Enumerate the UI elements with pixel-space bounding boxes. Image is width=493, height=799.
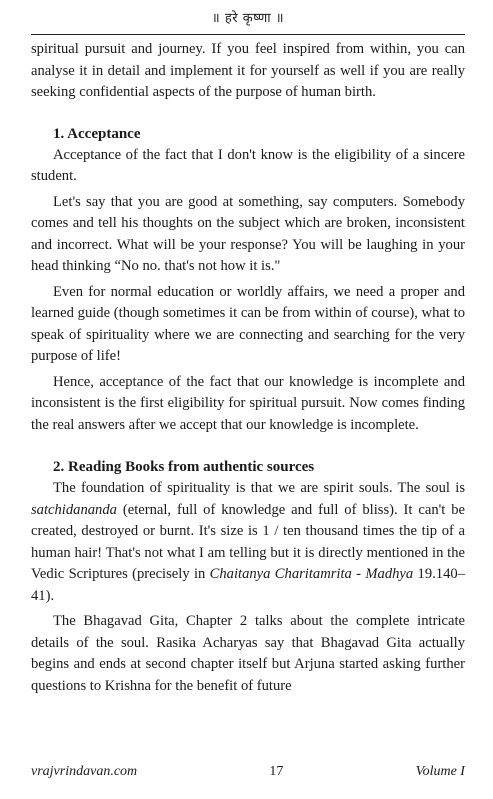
header-rule <box>31 34 465 35</box>
italic-citation: Chaitanya Charitamrita - Madhya <box>209 566 414 582</box>
paragraph: Acceptance of the fact that I don't know is the eligibility of a sincere student. <box>31 146 465 184</box>
section-heading-acceptance: 1. Acceptance <box>53 125 141 142</box>
paragraph: The Bhagavad Gita, Chapter 2 talks about the complete intricate details of the soul. Rasika Acharyas say that Bhagavad Gita actually begins and ends at second chapter itself but Arjuna started asking further questions to Krishna for the benefit of future <box>31 613 465 694</box>
page-header: ॥ हरे कृष्णा ॥ <box>211 11 285 26</box>
paragraph: Hence, acceptance of the fact that our knowledge is incomplete and inconsistent is the first eligibility for spiritual pursuit. Now comes finding the real answers after we accept that our knowledge is incomplete. <box>31 373 465 433</box>
page-number: 17 <box>269 764 284 779</box>
italic-term: satchidananda <box>31 501 117 518</box>
paragraph <box>31 478 465 607</box>
page-footer <box>31 764 465 780</box>
text-run: (eternal, full of knowledge and full of bliss). It can't be created, destroyed or burnt. It's size is 1 / ten thousand times the tip of a human hair! That's not what I am telling but it is directly mentioned in the Vedic Scriptures (precisely in <box>31 501 465 582</box>
paragraph: Even for normal education or worldly affairs, we need a proper and learned guide (though sometimes it can be from within of course), what to speak of spirituality where we are connecting and searching for the very purpose of life! <box>31 283 465 364</box>
text-run: The foundation of spirituality is that we are spirit souls. The soul is <box>53 480 465 496</box>
footer-volume: Volume I <box>415 764 465 779</box>
text-run: 19.140–41). <box>31 566 465 604</box>
footer-site: vrajvrindavan.com <box>31 764 138 779</box>
section-heading-reading-books: 2. Reading Books from authentic sources <box>53 459 315 475</box>
paragraph: Let's say that you are good at something, say computers. Somebody comes and tell his thoughts on the subject which are broken, inconsistent and incorrect. What will be your response? You will be laughing in your head thinking “No no. that's not how it is." <box>31 193 465 274</box>
intro-paragraph: spiritual pursuit and journey. If you feel inspired from within, you can analyse it in detail and implement it for yourself as well if you are really seeking confidential aspects of the purpose of human birth. <box>31 41 465 100</box>
